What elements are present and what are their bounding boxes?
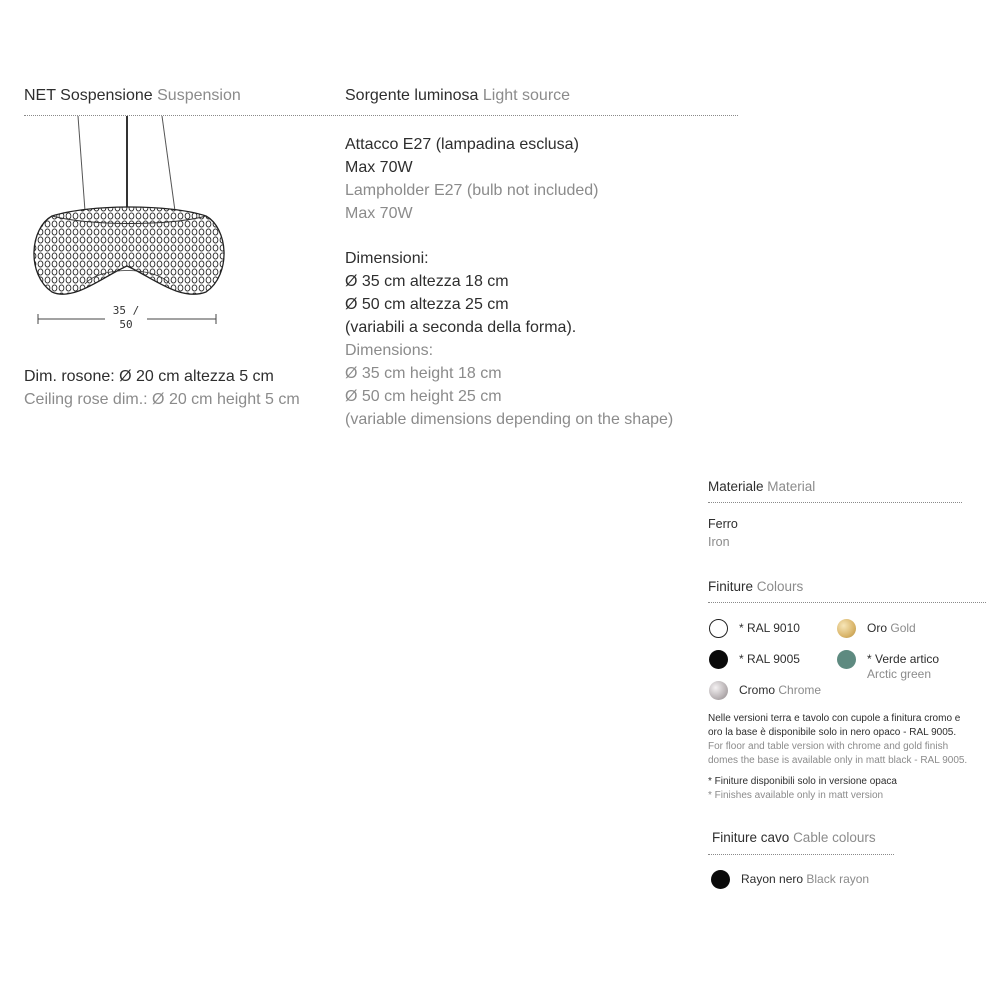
finishes-note [708,712,967,768]
swatch-arctic-green[interactable] [837,650,856,669]
finish-label-ral-9010 [739,621,800,636]
dimensions-en-line: Ø 50 cm height 25 cm [345,388,502,405]
material-value-en: Iron [708,535,730,549]
matt-finish-note [708,775,897,803]
material-header [708,479,815,494]
material-divider [708,502,962,503]
cable-divider [708,854,894,855]
material-header-en: Material [767,479,816,494]
finish-label-en: Gold [890,621,916,635]
finish-label-arctic-green [867,652,939,682]
finish-label-en: Chrome [778,683,822,697]
dimensions-en-line: (variable dimensions depending on the shape) [345,411,674,428]
finishes-note-it: Nelle versioni terra e tavolo con cupole a finitura cromo e [708,713,961,724]
cable-label-en: Black rayon [806,872,870,886]
material-value [708,515,738,551]
cable-label [741,872,869,887]
swatch-ral-9005[interactable] [709,650,728,669]
dimensions-it-line: Dimensioni: [345,250,429,267]
dimensions-text [345,247,673,431]
cable-header-it: Finiture cavo [712,830,790,845]
material-value-it: Ferro [708,517,738,531]
cable-header-en: Cable colours [793,830,876,845]
finishes-note-en: domes the base is available only in matt black - RAL 9005. [708,755,968,766]
swatch-chrome[interactable] [709,681,728,700]
light-source-it-line: Max 70W [345,159,413,176]
finish-label-gold [867,621,916,636]
dimensions-it-line: Ø 35 cm altezza 18 cm [345,273,509,290]
light-source-en-line: Max 70W [345,205,413,222]
dimension-label [106,304,146,332]
finishes-note-en: For floor and table version with chrome and gold finish [708,741,949,752]
finish-label-it: * RAL 9005 [739,652,800,666]
light-source-header-en: Light source [482,87,571,104]
cable-label-it: Rayon nero [741,872,804,886]
product-header-en: Suspension [157,87,241,104]
finish-label-it: Oro [867,621,888,635]
finishes-header-en: Colours [756,579,804,594]
finishes-note-it: oro la base è disponibile solo in nero opaco - RAL 9005. [708,727,957,738]
cable-header [712,830,876,845]
swatch-black-rayon[interactable] [711,870,730,889]
dimensions-en-line: Ø 35 cm height 18 cm [345,365,502,382]
light-source-header [345,87,570,105]
finish-label-chrome [739,683,821,698]
product-header-it: NET Sospensione [24,87,153,104]
ceiling-rose-en: Ceiling rose dim.: Ø 20 cm height 5 cm [24,391,300,408]
swatch-gold[interactable] [837,619,856,638]
light-source-en-line: Lampholder E27 (bulb not included) [345,182,599,199]
dimensions-it-line: (variabili a seconda della forma). [345,319,577,336]
light-source-it-line: Attacco E27 (lampadina esclusa) [345,136,579,153]
finish-label-it: Cromo [739,683,776,697]
dimensions-it-line: Ø 50 cm altezza 25 cm [345,296,509,313]
finish-label-ral-9005 [739,652,800,667]
finish-label-en: Arctic green [867,667,932,681]
dimension-label-bottom: 50 [119,318,133,331]
swatch-ral-9010[interactable] [709,619,728,638]
dimensions-en-line: Dimensions: [345,342,434,359]
light-source-header-it: Sorgente luminosa [345,87,479,104]
ceiling-rose-dimensions [24,365,300,411]
finish-label-it: * Verde artico [867,652,940,666]
finishes-divider [708,602,986,603]
matt-note-it: * Finiture disponibili solo in versione opaca [708,776,897,787]
dimension-label-top: 35 / [112,304,140,317]
product-header [24,87,241,105]
light-source-text [345,133,599,225]
matt-note-en: * Finishes available only in matt version [708,790,884,801]
ceiling-rose-it: Dim. rosone: Ø 20 cm altezza 5 cm [24,368,274,385]
finishes-header [708,579,803,594]
finishes-header-it: Finiture [708,579,754,594]
material-header-it: Materiale [708,479,764,494]
finish-label-it: * RAL 9010 [739,621,800,635]
